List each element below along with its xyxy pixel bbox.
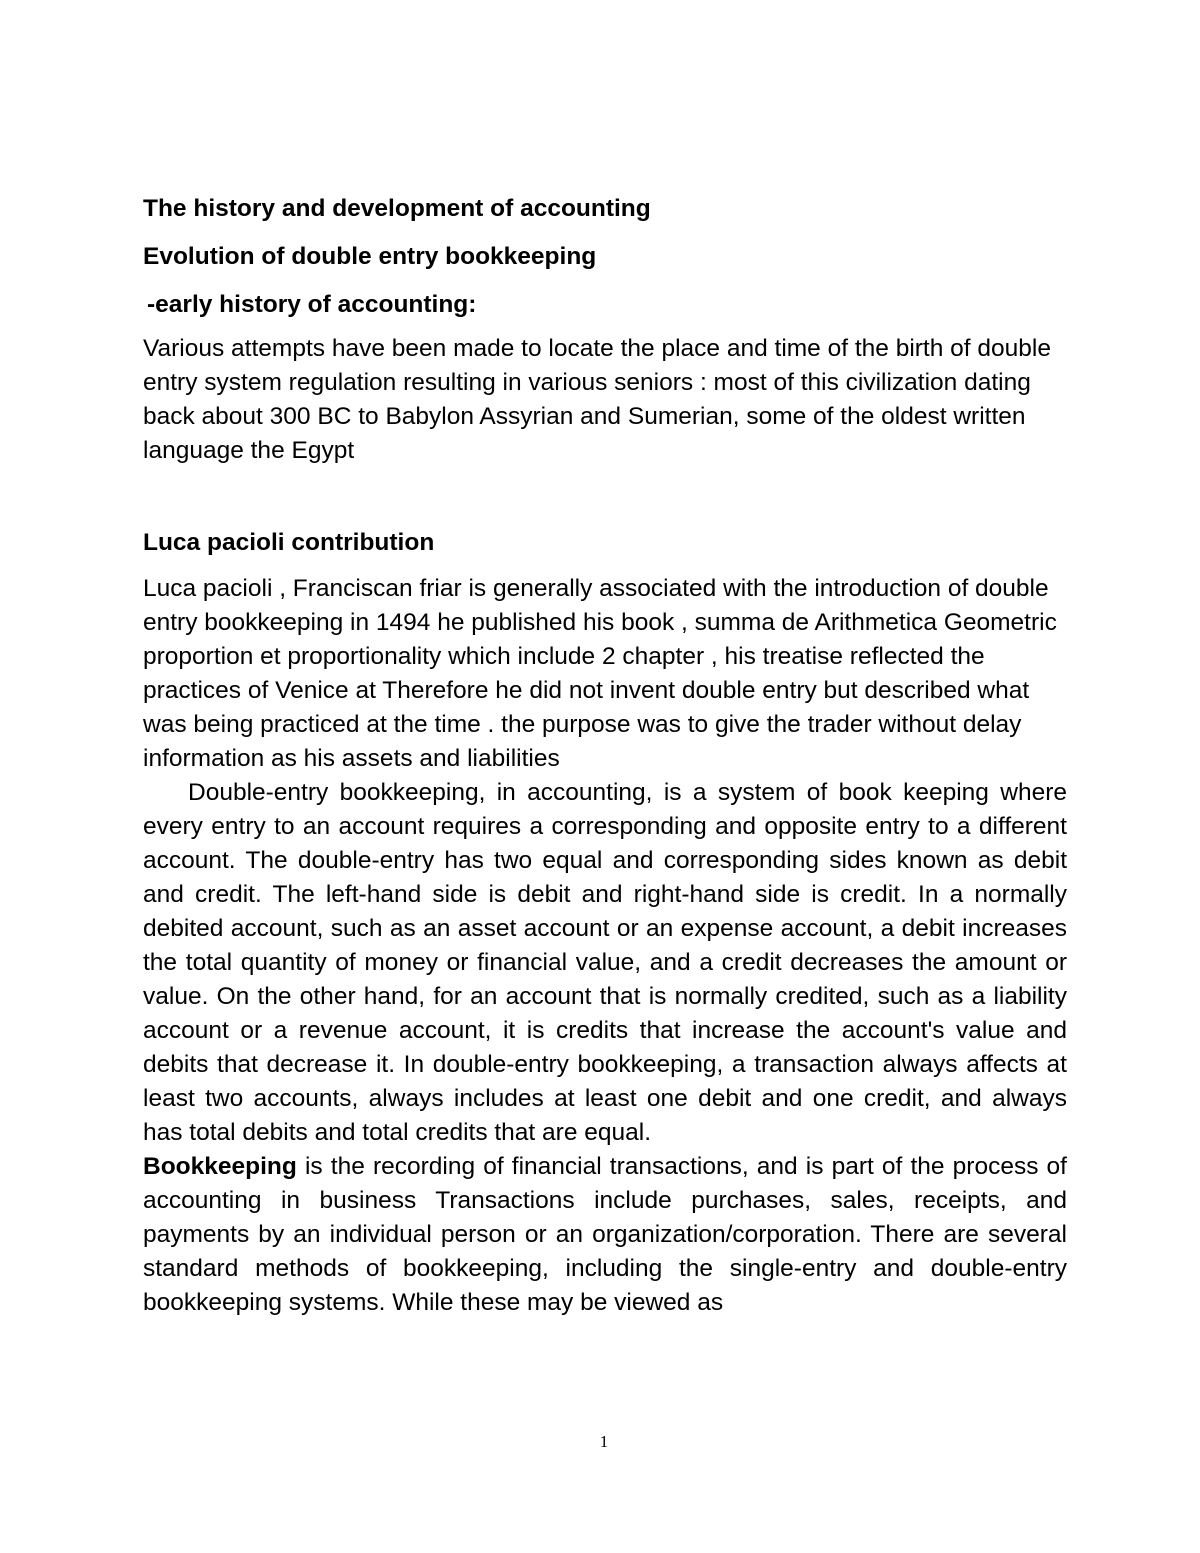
paragraph-luca-pacioli: Luca pacioli , Franciscan friar is generally associated with the introduction of double entry bookkeeping in 1494 he published his book , summa de Arithmetica Geometric proportion et proportionality which include 2 chapter , his treatise reflected the practices of Venice at Therefore he did not invent double entry but described what was being practiced at the time . the purpose was to give the trader without delay information as his assets and liabilities — [143, 575, 1057, 772]
document-title: The history and development of accounting — [143, 195, 651, 222]
section-heading-early-history: -early history of accounting: — [147, 291, 477, 318]
bookkeeping-term: Bookkeeping — [143, 1153, 297, 1180]
section-heading-luca-pacioli: Luca pacioli contribution — [143, 529, 435, 556]
paragraph-double-entry: Double-entry bookkeeping, in accounting, is a system of book keeping where every entry to an account requires a corresponding and opposite entry to a different account. The double-entry has two equal and corresponding sides known as debit and credit. The left-hand side is debit and right-hand side is credit. In a normally debited account, such as an asset account or an expense account, a debit increases the total quantity of money or financial value, and a credit decreases the amount or value. On the other hand, for an account that is normally credited, such as a liability account or a revenue account, it is credits that increase the account's value and debits that decrease it. In double-entry bookkeeping, a transaction always affects at least two accounts, always includes at least one debit and one credit, and always has total debits and total credits that are equal. — [143, 779, 1067, 1146]
paragraph-early-history: Various attempts have been made to locate the place and time of the birth of double entry system regulation resulting in various seniors : most of this civilization dating back about 300 BC to Babylon Assyrian and Sumerian, some of the oldest written language the Egypt — [143, 335, 1051, 464]
paragraph-bookkeeping — [143, 1150, 1067, 1320]
document-content — [143, 192, 1067, 1320]
page-number: 1 — [599, 1432, 609, 1451]
document-subtitle: Evolution of double entry bookkeeping — [143, 243, 597, 270]
bookkeeping-text: is the recording of financial transactions, and is part of the process of accounting in business Transactions include purchases, sales, receipts, and payments by an individual person or an organization/corporation. There are several standard methods of bookkeeping, including the single-entry and double-entry bookkeeping systems. While these may be viewed as — [143, 1153, 1067, 1316]
